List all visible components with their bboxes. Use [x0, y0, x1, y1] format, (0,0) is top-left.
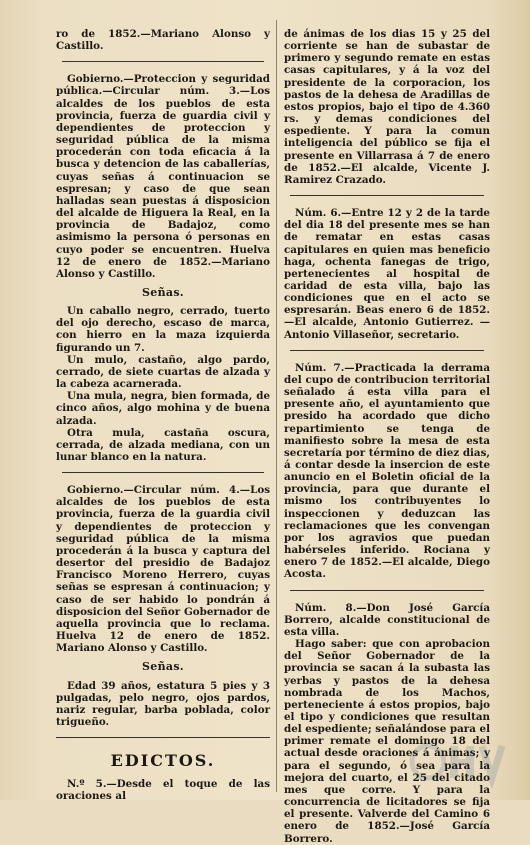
section-divider — [62, 61, 264, 62]
continued-paragraph: ro de 1852.—Mariano Alonso y Castillo. — [56, 28, 270, 53]
circular-4: Gobierno.—Circular núm. 4.—Los alcaldes de los pueblos de esta provincia, fuerza de la guardia civil y dependientes de proteccion y seguridad pública de la misma procederán á la busca y captura del desertor del presidio de Badajoz Francisco Moreno Herrero, cuyas señas se espresan á continuacion; y caso de ser habido lo pondrán á disposicion del Señor Gobernador de aquella provincia que lo reclama. Huelva 12 de enero de 1852. Mariano Alonso y Castillo. — [56, 484, 270, 655]
sena-mulo: Un mulo, castaño, algo pardo, cerrado, de siete cuartas de alzada y la cabeza acarnerada. — [56, 353, 270, 391]
library-watermark-icon — [406, 732, 526, 794]
sena-caballo: Un caballo negro, cerrado, tuerto del ojo derecho, escaso de marca, con hierro en la maza izquierda figurando un 7. — [56, 305, 270, 354]
edicto-6: Núm. 6.—Entre 12 y 2 de la tarde del dia 18 del presente mes se han de rematar en estas casas capitulares en quien mas beneficio haga, ochenta fanegas de trigo, pertenecientes al hospital de caridad de esta villa, bajo las condiciones que en el acto se espresarán. Beas enero 6 de 1852.—El alcalde, Antonio Gutierrez. —Antonio Villaseñor, secretario. — [284, 207, 490, 341]
column-divider — [276, 20, 277, 792]
senas-heading: Señas. — [142, 285, 184, 299]
edictos-heading: EDICTOS. — [110, 751, 216, 771]
section-divider — [290, 590, 484, 591]
edicto-5-start: N.º 5.—Desde el toque de las oraciones al — [56, 778, 270, 803]
section-divider — [290, 195, 484, 196]
section-divider — [62, 472, 264, 473]
section-divider — [290, 350, 484, 351]
sena-mula-castana: Otra mula, castaña oscura, cerrada, de alzada mediana, con un lunar blanco en la natura. — [56, 426, 270, 463]
sena-desertor: Edad 39 años, estatura 5 pies y 3 pulgadas, pelo negro, ojos pardos, nariz regular, barba poblada, color trigueño. — [56, 679, 270, 728]
edicto-5-continued: de ánimas de los dias 15 y 25 del corriente se han de subastar de primero y segundo remate en estas casas capitulares, y á la voz del presidente de la corporacion, los pastos de la dehesa de Aradillas de estos propios, bajo el tipo de 4.360 rs. y demas condiciones del espediente. Y para la comun inteligencia del público se fija el presente en Villarrasa á 7 de enero de 1852.—El alcalde, Vicente J. Ramirez Crazado. — [284, 28, 490, 186]
edicto-8-body: Hago saber: que con aprobacion del Señor Gobernador de la provincia se sacan á la subasta las yerbas y pastos de la dehesa nombrada de los Machos, perteneciente á estos propios, bajo el tipo y condiciones que resultan del espediente; señalándose para el primer remate el domingo 18 del actual desde oraciones á ánimas; y para el segundo, ó sea para la mejora del cuarto, el 25 del citado mes que corre. Y para la concurrencia de licitadores se fija el presente. Valverde del Camino 6 enero de 1852.—José García Borrero. — [284, 638, 490, 845]
edicto-7: Núm. 7.—Practicada la derrama del cupo de contribucion territorial señalado á esta villa para el presente año, el ayuntamiento que presido ha acordado que dicho repartimiento se tenga de manifiesto sobre la mesa de esta secretaría por término de diez dias, á contar desde la insercion de este anuncio en el Boletin oficial de la provincia, para que durante el mismo los contribuyentes lo inspeccionen y deduzcan las reclamaciones que les convengan por los agravios que puedan habérseles inferido. Rociana y enero 7 de 1852.—El alcalde, Diego Acosta. — [284, 361, 490, 581]
right-column — [284, 28, 490, 845]
sena-mula-negra: Una mula, negra, bien formada, de cinco años, algo mohina y de buena alzada. — [56, 390, 270, 427]
section-divider — [56, 737, 270, 738]
edicto-8-heading: Núm. 8.—Don José García Borrero, alcalde constitucional de esta villa. — [284, 601, 490, 638]
circular-3: Gobierno.—Proteccion y seguridad pública.—Circular núm. 3.—Los alcaldes de los pueblos de esta provincia, fuerza de guardia civil y dependientes de proteccion y seguridad pública de la misma procederán con toda eficacia á la busca y detencion de las caballerías, cuyas señas á continuacion se espresan; y caso de que sean halladas sean puestas á disposicion del alcalde de Higuera la Real, en la provincia de Badajoz, como asimismo la persona ó personas en cuyo poder se encuentren. Huelva 12 de enero de 1852.—Mariano Alonso y Castillo. — [56, 73, 270, 280]
senas-heading: Señas. — [142, 660, 184, 674]
left-column — [56, 28, 270, 802]
